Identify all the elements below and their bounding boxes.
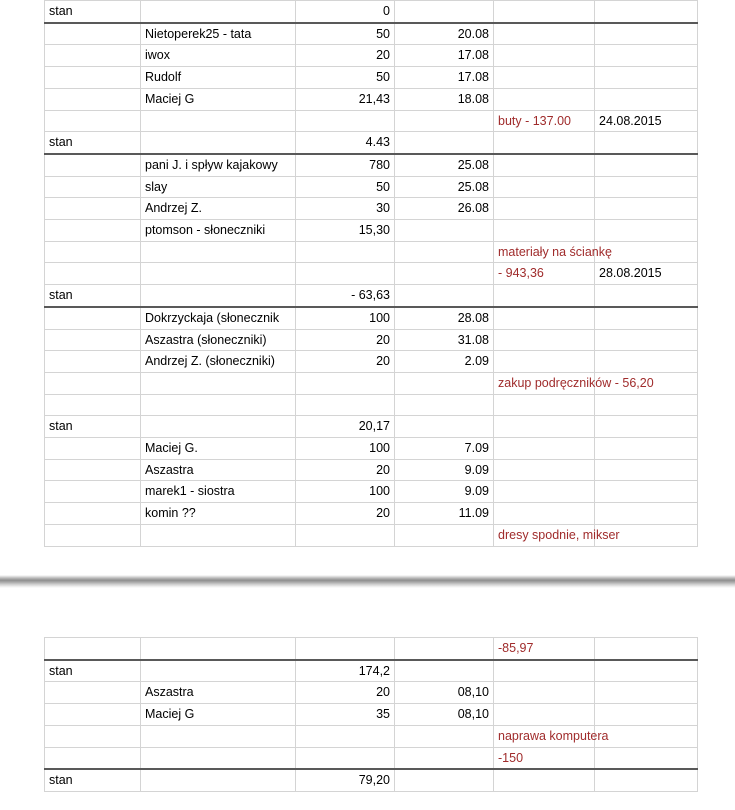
- cell-amount[interactable]: 100: [296, 481, 395, 503]
- cell-date[interactable]: 9.09: [395, 481, 494, 503]
- cell-date2[interactable]: [595, 660, 698, 682]
- cell-date2[interactable]: [595, 329, 698, 351]
- cell-amount[interactable]: 0: [296, 1, 395, 23]
- cell-note[interactable]: [494, 682, 595, 704]
- cell-amount[interactable]: 20: [296, 351, 395, 373]
- cell-name[interactable]: [141, 660, 296, 682]
- cell-label[interactable]: [45, 67, 141, 89]
- cell-note[interactable]: dresy spodnie, mikser: [494, 524, 595, 546]
- ledger-table-bottom: [44, 637, 698, 792]
- cell-date2[interactable]: [595, 682, 698, 704]
- table-row[interactable]: [45, 351, 698, 373]
- page-break-divider: [0, 575, 735, 588]
- cell-date2[interactable]: [595, 769, 698, 791]
- cell-date2[interactable]: [595, 351, 698, 373]
- cell-date[interactable]: [395, 1, 494, 23]
- cell-name[interactable]: Aszastra: [141, 682, 296, 704]
- cell-amount[interactable]: 100: [296, 438, 395, 460]
- table-row[interactable]: [45, 660, 698, 682]
- cell-label[interactable]: [45, 747, 141, 769]
- table-row[interactable]: [45, 241, 698, 263]
- cell-date2[interactable]: [595, 638, 698, 660]
- cell-label[interactable]: [45, 438, 141, 460]
- cell-date2[interactable]: [595, 481, 698, 503]
- cell-amount[interactable]: [296, 241, 395, 263]
- cell-label[interactable]: [45, 176, 141, 198]
- cell-date2[interactable]: [595, 23, 698, 45]
- table-row[interactable]: [45, 481, 698, 503]
- cell-name[interactable]: [141, 110, 296, 132]
- cell-amount[interactable]: 100: [296, 307, 395, 329]
- table-row[interactable]: [45, 503, 698, 525]
- cell-date[interactable]: [395, 110, 494, 132]
- cell-name[interactable]: slay: [141, 176, 296, 198]
- cell-note[interactable]: [494, 285, 595, 307]
- cell-date[interactable]: 26.08: [395, 198, 494, 220]
- cell-name[interactable]: iwox: [141, 45, 296, 67]
- cell-amount[interactable]: 15,30: [296, 220, 395, 242]
- cell-name[interactable]: Aszastra: [141, 459, 296, 481]
- cell-label[interactable]: stan: [45, 660, 141, 682]
- cell-date2[interactable]: [595, 503, 698, 525]
- table-row[interactable]: [45, 682, 698, 704]
- cell-name[interactable]: Andrzej Z. (słoneczniki): [141, 351, 296, 373]
- cell-date[interactable]: 08,10: [395, 682, 494, 704]
- cell-label[interactable]: [45, 307, 141, 329]
- cell-amount[interactable]: 35: [296, 704, 395, 726]
- cell-label[interactable]: [45, 88, 141, 110]
- cell-date[interactable]: 08,10: [395, 704, 494, 726]
- cell-note[interactable]: [494, 88, 595, 110]
- cell-note[interactable]: [494, 769, 595, 791]
- cell-amount[interactable]: 50: [296, 67, 395, 89]
- table-row[interactable]: [45, 154, 698, 176]
- cell-label[interactable]: [45, 638, 141, 660]
- cell-note[interactable]: [494, 45, 595, 67]
- cell-amount[interactable]: [296, 110, 395, 132]
- cell-date[interactable]: [395, 524, 494, 546]
- cell-date[interactable]: 17.08: [395, 45, 494, 67]
- table-row[interactable]: [45, 176, 698, 198]
- cell-label[interactable]: [45, 110, 141, 132]
- cell-date2[interactable]: [595, 416, 698, 438]
- cell-date[interactable]: 2.09: [395, 351, 494, 373]
- cell-amount[interactable]: [296, 263, 395, 285]
- cell-date2[interactable]: 28.08.2015: [595, 263, 698, 285]
- table-row[interactable]: [45, 67, 698, 89]
- cell-amount[interactable]: [296, 372, 395, 394]
- cell-note[interactable]: [494, 481, 595, 503]
- cell-date[interactable]: 20.08: [395, 23, 494, 45]
- table-row[interactable]: [45, 263, 698, 285]
- cell-name[interactable]: [141, 638, 296, 660]
- cell-name[interactable]: [141, 1, 296, 23]
- cell-amount[interactable]: [296, 747, 395, 769]
- cell-label[interactable]: [45, 725, 141, 747]
- table-row[interactable]: [45, 285, 698, 307]
- cell-date[interactable]: 25.08: [395, 154, 494, 176]
- cell-amount[interactable]: 30: [296, 198, 395, 220]
- cell-date[interactable]: [395, 660, 494, 682]
- cell-note[interactable]: [494, 198, 595, 220]
- table-row[interactable]: [45, 88, 698, 110]
- cell-date[interactable]: [395, 241, 494, 263]
- cell-note[interactable]: - 943,36: [494, 263, 595, 285]
- cell-label[interactable]: [45, 704, 141, 726]
- cell-label[interactable]: [45, 329, 141, 351]
- cell-amount[interactable]: [296, 394, 395, 416]
- cell-date[interactable]: 31.08: [395, 329, 494, 351]
- cell-date[interactable]: [395, 372, 494, 394]
- table-row[interactable]: [45, 438, 698, 460]
- cell-amount[interactable]: 20: [296, 459, 395, 481]
- cell-date[interactable]: 28.08: [395, 307, 494, 329]
- cell-date[interactable]: [395, 220, 494, 242]
- cell-note[interactable]: zakup podręczników - 56,20: [494, 372, 595, 394]
- cell-amount[interactable]: 4.43: [296, 132, 395, 154]
- cell-name[interactable]: pani J. i spływ kajakowy: [141, 154, 296, 176]
- cell-amount[interactable]: 20,17: [296, 416, 395, 438]
- cell-label[interactable]: [45, 154, 141, 176]
- cell-label[interactable]: stan: [45, 769, 141, 791]
- cell-amount[interactable]: 50: [296, 23, 395, 45]
- cell-date2[interactable]: [595, 285, 698, 307]
- table-row[interactable]: [45, 329, 698, 351]
- cell-name[interactable]: Nietoperek25 - tata: [141, 23, 296, 45]
- cell-note[interactable]: [494, 67, 595, 89]
- cell-date[interactable]: [395, 263, 494, 285]
- table-row[interactable]: [45, 524, 698, 546]
- ledger-rows-top: [45, 1, 698, 547]
- cell-date[interactable]: [395, 725, 494, 747]
- cell-name[interactable]: Maciej G.: [141, 438, 296, 460]
- cell-label[interactable]: [45, 45, 141, 67]
- cell-date2[interactable]: [595, 198, 698, 220]
- cell-name[interactable]: ptomson - słoneczniki: [141, 220, 296, 242]
- cell-label[interactable]: [45, 481, 141, 503]
- cell-label[interactable]: [45, 263, 141, 285]
- cell-date[interactable]: 17.08: [395, 67, 494, 89]
- cell-date[interactable]: [395, 638, 494, 660]
- table-row[interactable]: [45, 394, 698, 416]
- cell-date[interactable]: 7.09: [395, 438, 494, 460]
- cell-amount[interactable]: 20: [296, 682, 395, 704]
- cell-date[interactable]: [395, 416, 494, 438]
- cell-date2[interactable]: [595, 725, 698, 747]
- cell-date[interactable]: 25.08: [395, 176, 494, 198]
- cell-note[interactable]: [494, 23, 595, 45]
- cell-amount[interactable]: 174,2: [296, 660, 395, 682]
- cell-name[interactable]: marek1 - siostra: [141, 481, 296, 503]
- cell-amount[interactable]: 21,43: [296, 88, 395, 110]
- cell-date2[interactable]: [595, 704, 698, 726]
- table-row[interactable]: [45, 220, 698, 242]
- table-row[interactable]: [45, 132, 698, 154]
- cell-note[interactable]: [494, 154, 595, 176]
- cell-note[interactable]: [494, 660, 595, 682]
- cell-amount[interactable]: 79,20: [296, 769, 395, 791]
- cell-name[interactable]: [141, 747, 296, 769]
- cell-date2[interactable]: [595, 307, 698, 329]
- cell-label[interactable]: [45, 351, 141, 373]
- cell-date2[interactable]: [595, 154, 698, 176]
- table-row[interactable]: [45, 23, 698, 45]
- cell-note[interactable]: -150: [494, 747, 595, 769]
- cell-name[interactable]: [141, 769, 296, 791]
- cell-name[interactable]: [141, 524, 296, 546]
- cell-date[interactable]: [395, 394, 494, 416]
- cell-amount[interactable]: 20: [296, 503, 395, 525]
- cell-name[interactable]: [141, 263, 296, 285]
- cell-date2[interactable]: [595, 438, 698, 460]
- cell-label[interactable]: [45, 394, 141, 416]
- cell-note[interactable]: [494, 1, 595, 23]
- ledger-table-top: [44, 0, 698, 547]
- ledger-rows-bottom: [45, 638, 698, 792]
- cell-note[interactable]: -85,97: [494, 638, 595, 660]
- cell-date[interactable]: [395, 132, 494, 154]
- cell-date2[interactable]: [595, 747, 698, 769]
- cell-label[interactable]: [45, 682, 141, 704]
- cell-note[interactable]: [494, 459, 595, 481]
- cell-date2[interactable]: [595, 132, 698, 154]
- cell-name[interactable]: Rudolf: [141, 67, 296, 89]
- cell-date[interactable]: 9.09: [395, 459, 494, 481]
- cell-label[interactable]: [45, 198, 141, 220]
- table-row[interactable]: [45, 747, 698, 769]
- table-row[interactable]: [45, 416, 698, 438]
- cell-label[interactable]: [45, 524, 141, 546]
- cell-label[interactable]: stan: [45, 285, 141, 307]
- cell-note[interactable]: [494, 704, 595, 726]
- table-row[interactable]: [45, 198, 698, 220]
- cell-date2[interactable]: [595, 67, 698, 89]
- cell-name[interactable]: [141, 241, 296, 263]
- cell-name[interactable]: Maciej G: [141, 704, 296, 726]
- cell-amount[interactable]: 780: [296, 154, 395, 176]
- cell-label[interactable]: [45, 241, 141, 263]
- cell-name[interactable]: [141, 416, 296, 438]
- cell-note[interactable]: [494, 394, 595, 416]
- cell-name[interactable]: [141, 132, 296, 154]
- table-row[interactable]: [45, 372, 698, 394]
- table-row[interactable]: [45, 110, 698, 132]
- cell-note[interactable]: naprawa komputera: [494, 725, 595, 747]
- cell-date2[interactable]: [595, 88, 698, 110]
- cell-name[interactable]: Dokrzyckaja (słonecznik: [141, 307, 296, 329]
- cell-note[interactable]: [494, 351, 595, 373]
- cell-amount[interactable]: [296, 725, 395, 747]
- cell-date[interactable]: 11.09: [395, 503, 494, 525]
- cell-note[interactable]: buty - 137.00: [494, 110, 595, 132]
- cell-label[interactable]: [45, 372, 141, 394]
- cell-amount[interactable]: [296, 524, 395, 546]
- cell-amount[interactable]: 50: [296, 176, 395, 198]
- table-row[interactable]: [45, 769, 698, 791]
- cell-date2[interactable]: [595, 1, 698, 23]
- cell-date2[interactable]: [595, 220, 698, 242]
- table-row[interactable]: [45, 638, 698, 660]
- cell-label[interactable]: stan: [45, 132, 141, 154]
- cell-name[interactable]: [141, 372, 296, 394]
- cell-amount[interactable]: [296, 638, 395, 660]
- table-row[interactable]: [45, 307, 698, 329]
- table-row[interactable]: [45, 1, 698, 23]
- table-row[interactable]: [45, 459, 698, 481]
- cell-note[interactable]: [494, 438, 595, 460]
- cell-label[interactable]: [45, 23, 141, 45]
- cell-date2[interactable]: [595, 45, 698, 67]
- cell-note[interactable]: [494, 220, 595, 242]
- table-row[interactable]: [45, 725, 698, 747]
- cell-note[interactable]: [494, 307, 595, 329]
- cell-amount[interactable]: - 63,63: [296, 285, 395, 307]
- cell-date[interactable]: [395, 747, 494, 769]
- cell-date2[interactable]: 24.08.2015: [595, 110, 698, 132]
- cell-amount[interactable]: 20: [296, 329, 395, 351]
- cell-name[interactable]: Aszastra (słoneczniki): [141, 329, 296, 351]
- ledger-block-top: [44, 0, 698, 547]
- cell-amount[interactable]: 20: [296, 45, 395, 67]
- cell-date2[interactable]: [595, 394, 698, 416]
- cell-note[interactable]: [494, 176, 595, 198]
- cell-name[interactable]: komin ??: [141, 503, 296, 525]
- cell-note[interactable]: [494, 416, 595, 438]
- cell-name[interactable]: [141, 725, 296, 747]
- ledger-block-bottom: [44, 637, 698, 792]
- table-row[interactable]: [45, 45, 698, 67]
- cell-label[interactable]: [45, 503, 141, 525]
- cell-date[interactable]: 18.08: [395, 88, 494, 110]
- cell-note[interactable]: [494, 329, 595, 351]
- cell-date2[interactable]: [595, 176, 698, 198]
- cell-note[interactable]: [494, 132, 595, 154]
- cell-name[interactable]: Andrzej Z.: [141, 198, 296, 220]
- cell-label[interactable]: stan: [45, 1, 141, 23]
- cell-name[interactable]: [141, 285, 296, 307]
- cell-name[interactable]: [141, 394, 296, 416]
- cell-note[interactable]: [494, 503, 595, 525]
- cell-name[interactable]: Maciej G: [141, 88, 296, 110]
- cell-label[interactable]: [45, 220, 141, 242]
- cell-label[interactable]: stan: [45, 416, 141, 438]
- cell-note[interactable]: materiały na ściankę: [494, 241, 595, 263]
- cell-date2[interactable]: [595, 459, 698, 481]
- table-row[interactable]: [45, 704, 698, 726]
- cell-date[interactable]: [395, 769, 494, 791]
- cell-date[interactable]: [395, 285, 494, 307]
- cell-label[interactable]: [45, 459, 141, 481]
